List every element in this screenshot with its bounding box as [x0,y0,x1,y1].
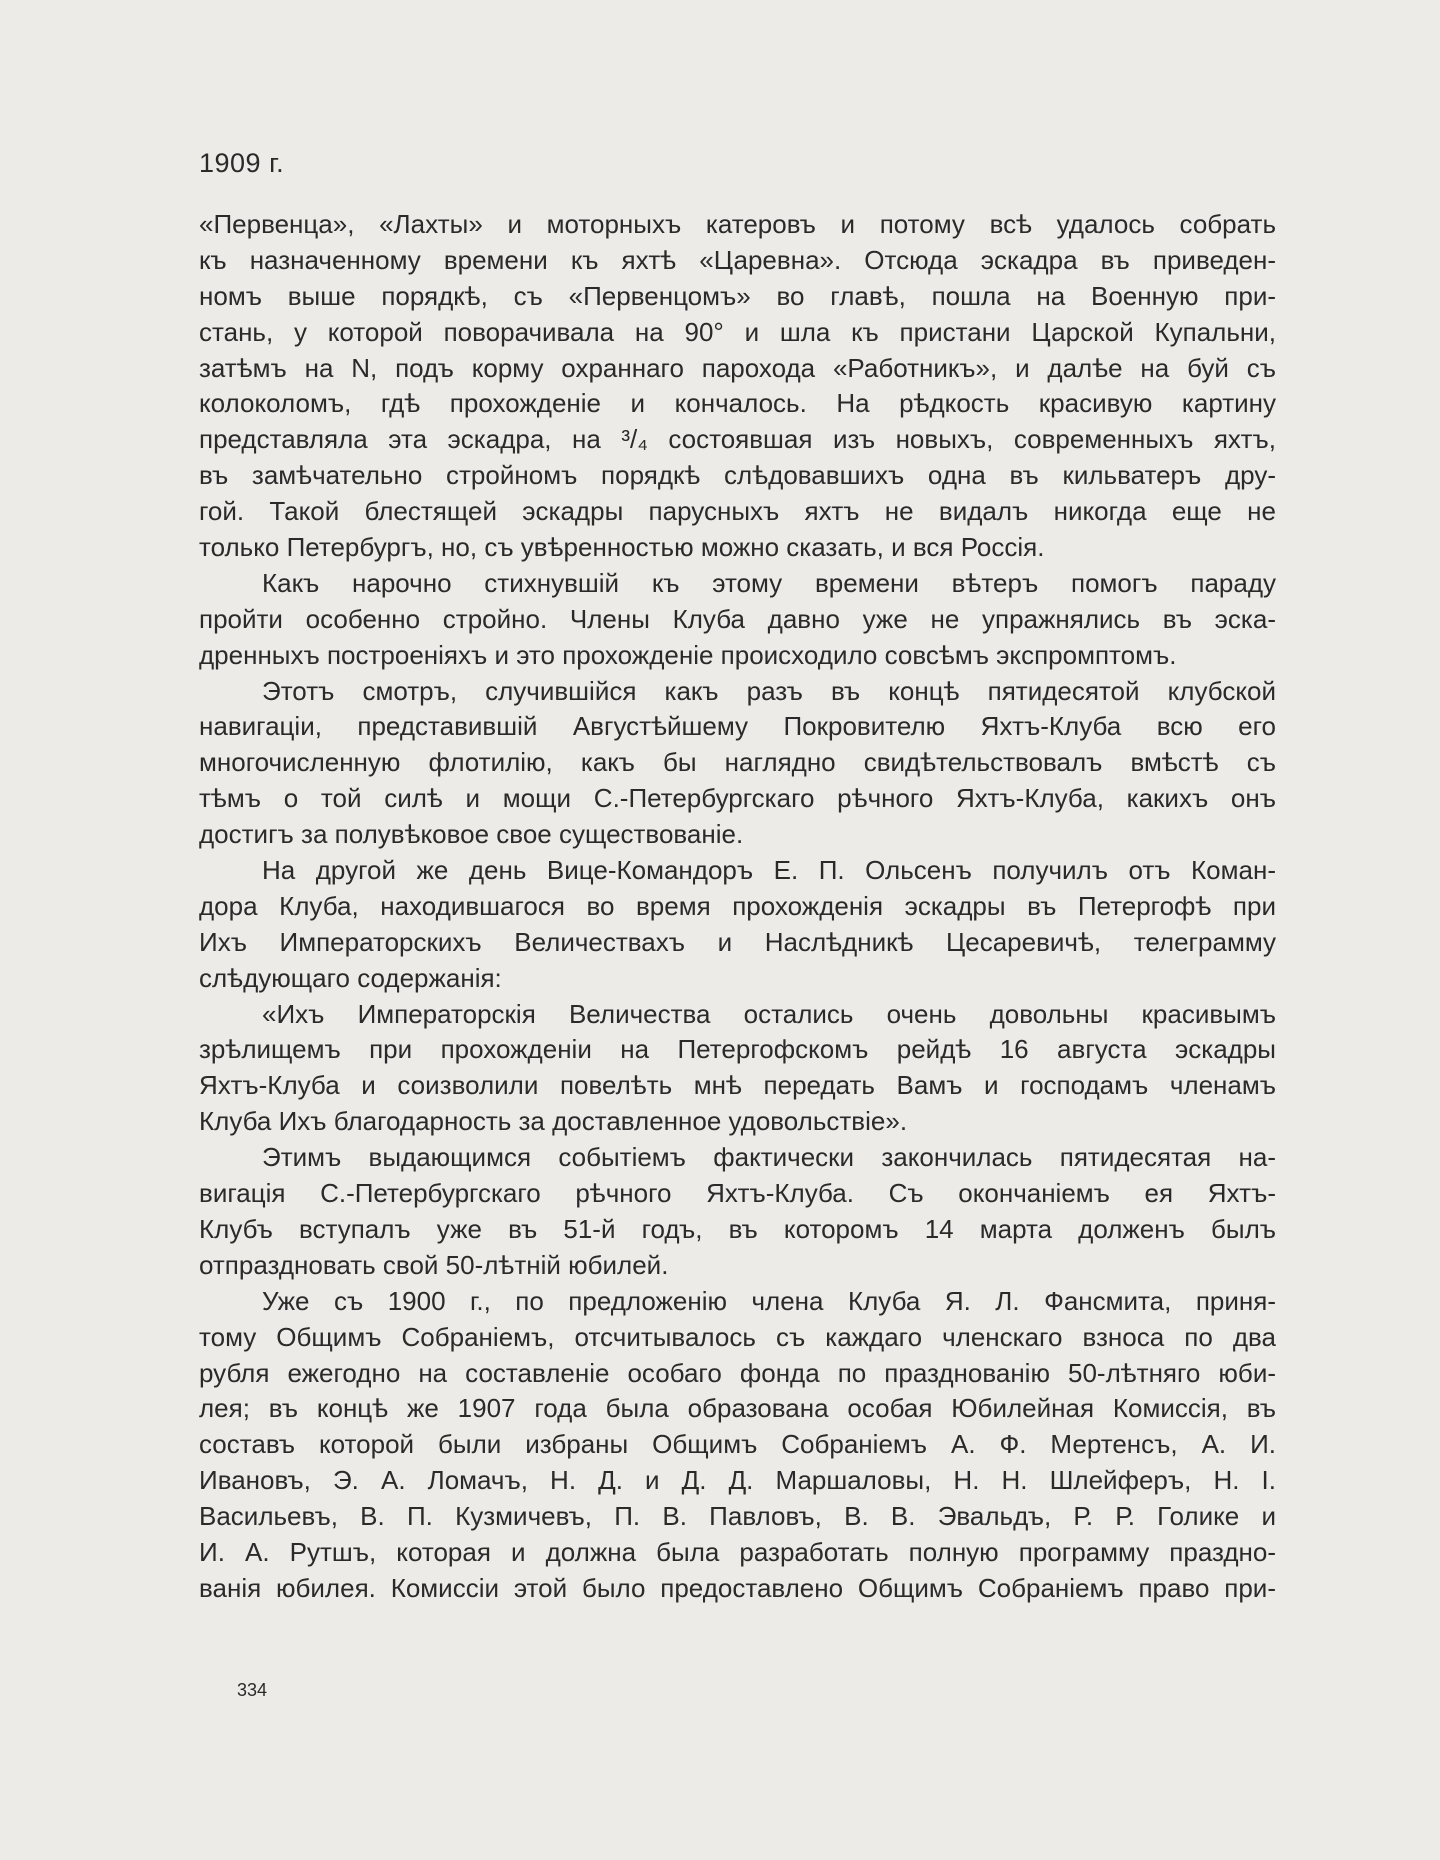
text-line: «Первенца», «Лахты» и моторныхъ катеровъ и потому всѣ удалось собрать [199,209,1276,239]
text-line: Какъ нарочно стихнувшій къ этому времени вѣтеръ помогъ параду [262,567,1276,598]
text-line: тѣмъ о той силѣ и мощи С.-Петербургскаго рѣчного Яхтъ-Клуба, какихъ онъ [199,783,1276,814]
text-line: достигъ за полувѣковое свое существованіе. [199,819,744,850]
text-line: представляла эта эскадра, на ³/₄ состоявшая изъ новыхъ, современныхъ яхтъ, [199,424,1276,455]
text-line: Клуба Ихъ благодарность за доставленное удовольствіе». [199,1106,908,1137]
text-line: Ихъ Императорскихъ Величествахъ и Наслѣдникѣ Цесаревичѣ, телеграмму [199,926,1276,957]
text-line: дренныхъ построеніяхъ и это прохожденіе происходило совсѣмъ экспромптомъ. [199,639,1177,670]
paragraph [199,1284,1276,1607]
text-line: многочисленную флотилію, какъ бы наглядно свидѣтельствовалъ вмѣстѣ съ [199,747,1276,778]
text-line: отпраздновать свой 50-лѣтній юбилей. [199,1249,669,1280]
paragraph [199,674,1276,853]
text-line: колоколомъ, гдѣ прохожденіе и кончалось. На рѣдкость красивую картину [199,388,1276,419]
text-line: Яхтъ-Клуба и соизволили повелѣть мнѣ передать Вамъ и господамъ членамъ [199,1070,1276,1101]
text-line: Клубъ вступалъ уже въ 51-й годъ, въ которомъ 14 марта долженъ былъ [199,1213,1276,1244]
text-line: Уже съ 1900 г., по предложенію члена Клуба Я. Л. Фансмита, приня- [262,1285,1276,1316]
text-line: Васильевъ, В. П. Кузмичевъ, П. В. Павловъ, В. В. Эвальдъ, Р. Р. Голике и [199,1501,1276,1532]
text-line: зрѣлищемъ при прохожденіи на Петергофскомъ рейдѣ 16 августа эскадры [199,1034,1276,1065]
text-line: въ замѣчательно стройномъ порядкѣ слѣдовавшихъ одна въ кильватеръ дру- [199,460,1276,491]
text-line: тому Общимъ Собраніемъ, отсчитывалось съ каждаго членскаго взноса по два [199,1321,1276,1352]
text-line: къ назначенному времени къ яхтѣ «Царевна». Отсюда эскадра въ приведен- [199,244,1276,275]
text-line: навигаціи, представившій Августѣйшему Покровителю Яхтъ-Клуба всю его [199,711,1276,742]
text-line: только Петербургъ, но, съ увѣренностью можно сказать, и вся Россія. [199,532,1045,563]
text-line: затѣмъ на N, подъ корму охраннаго парохода «Работникъ», и далѣе на буй съ [199,352,1276,383]
paragraph [199,853,1276,997]
text-line: составъ которой были избраны Общимъ Собраніемъ А. Ф. Мертенсъ, А. И. [199,1429,1276,1460]
text-line: дора Клуба, находившагося во время прохожденія эскадры въ Петергофѣ при [199,890,1276,921]
text-line: гой. Такой блестящей эскадры парусныхъ яхтъ не видалъ никогда еще не [199,496,1276,527]
text-line: Ивановъ, Э. А. Ломачъ, Н. Д. и Д. Д. Маршаловы, Н. Н. Шлейферъ, Н. І. [199,1465,1276,1496]
text-line: Этимъ выдающимся событіемъ фактически закончилась пятидесятая на- [262,1142,1276,1173]
text-line: Этотъ смотръ, случившійся какъ разъ въ концѣ пятидесятой клубской [262,675,1276,706]
text-line: слѣдующаго содержанія: [199,962,502,993]
text-line: «Ихъ Императорскія Величества остались очень довольны красивымъ [262,998,1276,1029]
paragraph [199,207,1276,566]
text-line: номъ выше порядкѣ, съ «Первенцомъ» во главѣ, пошла на Военную при- [199,280,1276,311]
text-line: ванія юбилея. Комиссіи этой было предоставлено Общимъ Собраніемъ право при- [199,1572,1276,1603]
text-line: лея; въ концѣ же 1907 года была образована особая Юбилейная Комиссія, въ [199,1393,1276,1424]
text-line: пройти особенно стройно. Члены Клуба давно уже не упражнялись въ эска- [199,603,1276,634]
page-number: 334 [237,1680,268,1700]
paragraph [199,1140,1276,1284]
paragraph [199,997,1276,1141]
text-line: вигація С.-Петербургскаго рѣчного Яхтъ-Клуба. Съ окончаніемъ ея Яхтъ- [199,1178,1276,1209]
page-header-year: 1909 г. [199,148,285,178]
body-text [199,207,1276,1607]
text-line: На другой же день Вице-Командоръ Е. П. Ольсенъ получилъ отъ Коман- [262,855,1276,886]
text-line: стань, у которой поворачивала на 90° и шла къ пристани Царской Купальни, [199,316,1276,347]
text-line: И. А. Рутшъ, которая и должна была разработать полную программу праздно- [199,1536,1276,1567]
paragraph [199,566,1276,674]
text-line: рубля ежегодно на составленіе особаго фонда по празднованію 50-лѣтняго юби- [199,1357,1276,1388]
